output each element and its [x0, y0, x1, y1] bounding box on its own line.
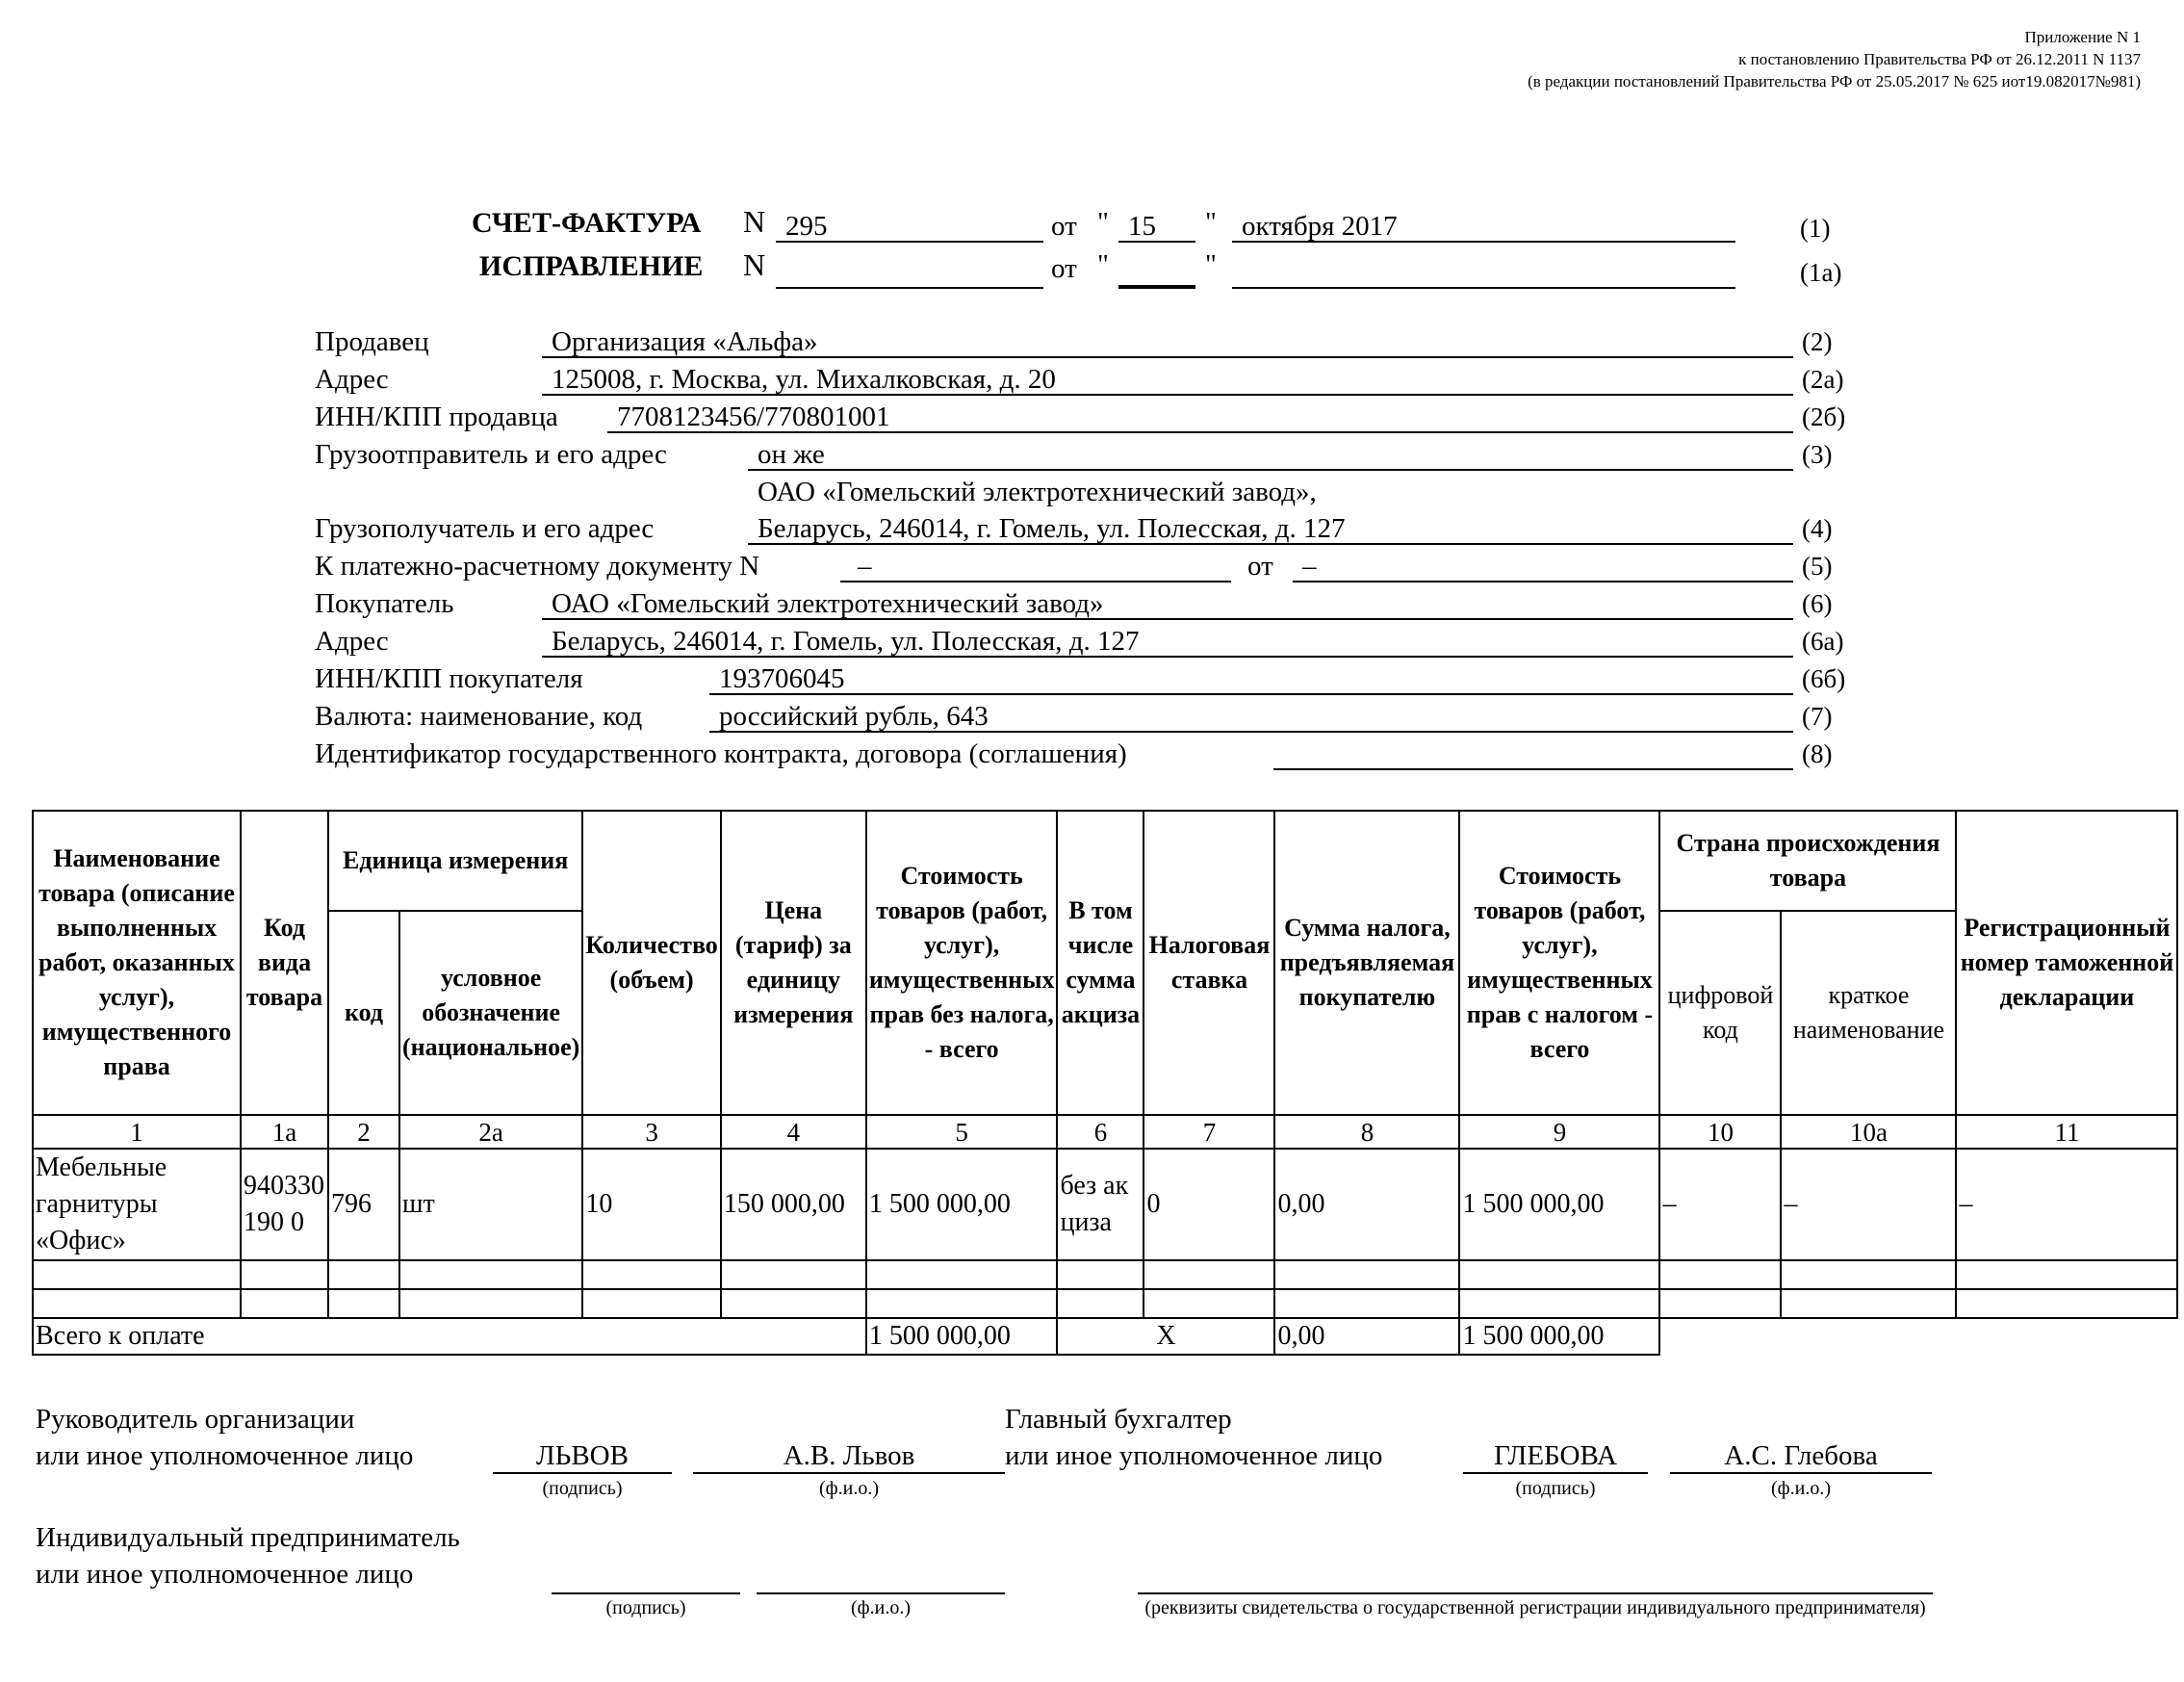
accountant-signature-field[interactable]: ГЛЕБОВА	[1463, 1439, 1648, 1474]
entrepreneur-label-line-2: или иное уполномоченное лицо	[36, 1559, 414, 1590]
correction-from-label: от	[1051, 253, 1077, 284]
invoice-day-field[interactable]: 15	[1118, 210, 1195, 243]
cell-tax-rate[interactable]: 0	[1143, 1149, 1274, 1260]
contract-id-ref: (8)	[1802, 739, 1833, 768]
invoice-month-year-field[interactable]: октября 2017	[1232, 210, 1735, 243]
empty-cell[interactable]	[328, 1289, 399, 1318]
seller-address-ref: (2а)	[1802, 365, 1844, 394]
invoice-quote-open: "	[1097, 207, 1109, 238]
head-label-line-1: Руководитель организации	[36, 1404, 355, 1435]
col-num: 9	[1459, 1115, 1659, 1149]
contract-id-value[interactable]	[1273, 737, 1793, 770]
payment-doc-from-label: от	[1247, 551, 1273, 582]
header-col-7: Налоговая ставка	[1143, 811, 1274, 1115]
empty-cell[interactable]	[1274, 1260, 1459, 1289]
buyer-label: Покупатель	[315, 588, 454, 619]
cell-type-code[interactable]: 940330 190 0	[241, 1149, 328, 1260]
invoice-table	[32, 810, 2178, 1356]
col-num: 1	[33, 1115, 241, 1149]
shipper-label: Грузоотправитель и его адрес	[315, 439, 667, 470]
correction-month-year-field[interactable]	[1232, 256, 1735, 289]
buyer-address-label: Адрес	[315, 626, 389, 657]
header-col-3: Количество (объем)	[582, 811, 720, 1115]
buyer-inn-ref: (6б)	[1802, 664, 1846, 693]
invoice-n-symbol: N	[743, 204, 766, 239]
col-num: 2	[328, 1115, 399, 1149]
entrepreneur-label-line-1: Индивидуальный предприниматель	[36, 1522, 460, 1553]
cell-country-name[interactable]: –	[1781, 1149, 1956, 1260]
seller-value[interactable]: Организация «Альфа»	[542, 325, 1793, 358]
payment-doc-ref: (5)	[1802, 552, 1833, 581]
empty-cell[interactable]	[1274, 1289, 1459, 1318]
empty-cell[interactable]	[1143, 1260, 1274, 1289]
seller-inn-ref: (2б)	[1802, 402, 1846, 431]
header-col-2: код	[328, 911, 399, 1115]
cell-unit-name[interactable]: шт	[399, 1149, 582, 1260]
cell-cost-without-tax[interactable]: 1 500 000,00	[866, 1149, 1058, 1260]
cell-price[interactable]: 150 000,00	[721, 1149, 866, 1260]
correction-n-symbol: N	[743, 247, 766, 282]
currency-ref: (7)	[1802, 702, 1833, 731]
invoice-title: СЧЕТ-ФАКТУРА	[472, 207, 702, 239]
total-cost-without-tax[interactable]: 1 500 000,00	[866, 1318, 1058, 1355]
accountant-name-caption: (ф.и.о.)	[1771, 1478, 1831, 1499]
empty-cell[interactable]	[866, 1260, 1058, 1289]
header-col-10a: краткое наименование	[1781, 911, 1956, 1115]
header-col-6: В том числе сумма акциза	[1057, 811, 1143, 1115]
correction-quote-open: "	[1097, 249, 1109, 280]
header-col-11: Регистрационный номер таможенной декларации	[1956, 811, 2177, 1115]
empty-cell[interactable]	[1659, 1289, 1781, 1318]
empty-cell[interactable]	[328, 1260, 399, 1289]
total-cost-with-tax[interactable]: 1 500 000,00	[1459, 1318, 1659, 1355]
empty-cell[interactable]	[1459, 1260, 1659, 1289]
head-signature-caption: (подпись)	[542, 1478, 623, 1499]
header-col-2a: условное обозначение (национальное)	[399, 911, 582, 1115]
entrepreneur-signature-caption: (подпись)	[605, 1597, 686, 1618]
col-num: 3	[582, 1115, 720, 1149]
empty-cell[interactable]	[1459, 1289, 1659, 1318]
empty-cell[interactable]	[241, 1260, 328, 1289]
header-col-10: цифровой код	[1659, 911, 1781, 1115]
accountant-label-line-2: или иное уполномоченное лицо	[1005, 1440, 1383, 1471]
payment-doc-number[interactable]: –	[840, 550, 1231, 582]
cell-customs-decl[interactable]: –	[1956, 1149, 2177, 1260]
head-name-caption: (ф.и.о.)	[819, 1478, 879, 1499]
correction-number-field[interactable]	[776, 256, 1043, 289]
table-row-empty	[33, 1260, 2177, 1289]
entrepreneur-name-field[interactable]	[757, 1560, 1005, 1594]
correction-title: ИСПРАВЛЕНИЕ	[479, 250, 704, 282]
col-num: 11	[1956, 1115, 2177, 1149]
accountant-label-line-1: Главный бухгалтер	[1005, 1404, 1232, 1435]
buyer-address-value[interactable]: Беларусь, 246014, г. Гомель, ул. Полесская, д. 127	[542, 625, 1793, 658]
payment-doc-date[interactable]: –	[1293, 550, 1793, 582]
header-col-8: Сумма налога, предъявляемая покупателю	[1274, 811, 1459, 1115]
consignee-label: Грузополучатель и его адрес	[315, 513, 655, 544]
cell-excise[interactable]: без акциза	[1057, 1149, 1143, 1260]
table-row	[33, 1149, 2177, 1260]
empty-cell[interactable]	[1057, 1260, 1143, 1289]
cell-name[interactable]: Мебельные гарнитуры «Офис»	[33, 1149, 241, 1260]
buyer-address-ref: (6а)	[1802, 627, 1844, 656]
annex-line-3: (в редакции постановлений Правительства РФ от 25.05.2017 № 625 иот19.082017№981)	[1528, 72, 2141, 91]
buyer-ref: (6)	[1802, 589, 1833, 618]
seller-ref: (2)	[1802, 327, 1833, 356]
invoice-from-label: от	[1051, 211, 1077, 242]
header-col-4: Цена (тариф) за единицу измерения	[721, 811, 866, 1115]
buyer-inn-value[interactable]: 193706045	[709, 662, 1793, 695]
col-num: 6	[1057, 1115, 1143, 1149]
empty-cell[interactable]	[33, 1260, 241, 1289]
total-tax-amount[interactable]: 0,00	[1274, 1318, 1459, 1355]
column-number-row	[33, 1115, 2177, 1149]
empty-cell[interactable]	[1956, 1260, 2177, 1289]
invoice-quote-close: "	[1205, 207, 1217, 238]
currency-label: Валюта: наименование, код	[315, 701, 643, 732]
empty-cell[interactable]	[399, 1260, 582, 1289]
col-num: 10	[1659, 1115, 1781, 1149]
accountant-signature-caption: (подпись)	[1515, 1478, 1596, 1499]
invoice-number-field[interactable]: 295	[776, 210, 1043, 243]
cell-quantity[interactable]: 10	[582, 1149, 720, 1260]
head-name-field[interactable]: А.В. Львов	[693, 1439, 1005, 1474]
col-num: 7	[1143, 1115, 1274, 1149]
header-col-5: Стоимость товаров (работ, услуг), имущественных прав без налога, - всего	[866, 811, 1058, 1115]
empty-cell[interactable]	[241, 1289, 328, 1318]
total-label: Всего к оплате	[33, 1318, 866, 1355]
seller-address-label: Адрес	[315, 364, 389, 395]
header-col-9: Стоимость товаров (работ, услуг), имущественных прав с налогом - всего	[1459, 811, 1659, 1115]
empty-cell[interactable]	[1659, 1260, 1781, 1289]
col-num: 5	[866, 1115, 1058, 1149]
total-row	[33, 1318, 2177, 1355]
payment-doc-label: К платежно-расчетному документу N	[315, 551, 760, 582]
invoice-line-ref: (1)	[1800, 214, 1831, 243]
head-label-line-2: или иное уполномоченное лицо	[36, 1440, 414, 1471]
total-blank	[1659, 1318, 2177, 1355]
consignee-ref: (4)	[1802, 514, 1833, 543]
col-num: 4	[721, 1115, 866, 1149]
empty-cell[interactable]	[582, 1260, 720, 1289]
header-col-1: Наименование товара (описание выполненных работ, оказанных услуг), имущественного права	[33, 811, 241, 1115]
shipper-value[interactable]: он же	[748, 438, 1793, 471]
entrepreneur-signature-field[interactable]	[552, 1560, 740, 1594]
col-num: 2а	[399, 1115, 582, 1149]
empty-cell[interactable]	[721, 1260, 866, 1289]
contract-id-label: Идентификатор государственного контракта, договора (соглашения)	[315, 738, 1127, 769]
seller-address-value[interactable]: 125008, г. Москва, ул. Михалковская, д. 20	[542, 363, 1793, 396]
accountant-name-field[interactable]: А.С. Глебова	[1670, 1439, 1932, 1474]
col-num: 1а	[241, 1115, 328, 1149]
buyer-inn-label: ИНН/КПП покупателя	[315, 663, 583, 694]
empty-cell[interactable]	[1781, 1289, 1956, 1318]
total-x-mark: X	[1057, 1318, 1274, 1355]
header-country-group: Страна происхождения товара	[1659, 811, 1956, 911]
cell-unit-code[interactable]: 796	[328, 1149, 399, 1260]
seller-label: Продавец	[315, 326, 429, 357]
correction-line-ref: (1а)	[1800, 258, 1842, 287]
correction-quote-close: "	[1205, 249, 1217, 280]
annex-line-2: к постановлению Правительства РФ от 26.12.2011 N 1137	[1738, 50, 2141, 68]
header-unit-group: Единица измерения	[328, 811, 582, 911]
annex-header	[1528, 26, 2141, 92]
col-num: 8	[1274, 1115, 1459, 1149]
header-col-1a: Код вида товара	[241, 811, 328, 1115]
entrepreneur-name-caption: (ф.и.о.)	[851, 1597, 911, 1618]
entrepreneur-registration-field[interactable]	[1138, 1560, 1933, 1594]
empty-cell[interactable]	[33, 1289, 241, 1318]
correction-day-field[interactable]	[1118, 256, 1195, 289]
entrepreneur-registration-caption: (реквизиты свидетельства о государственной регистрации индивидуального предпринимателя)	[1144, 1597, 1926, 1618]
empty-cell[interactable]	[1057, 1289, 1143, 1318]
empty-cell[interactable]	[1143, 1289, 1274, 1318]
empty-cell[interactable]	[721, 1289, 866, 1318]
consignee-value-line-1: ОАО «Гомельский электротехнический завод»,	[758, 477, 1317, 507]
annex-line-1: Приложение N 1	[2024, 28, 2141, 46]
head-signature-field[interactable]: ЛЬВОВ	[493, 1439, 672, 1474]
cell-tax-amount[interactable]: 0,00	[1274, 1149, 1459, 1260]
cell-cost-with-tax[interactable]: 1 500 000,00	[1459, 1149, 1659, 1260]
col-num: 10а	[1781, 1115, 1956, 1149]
empty-cell[interactable]	[1781, 1260, 1956, 1289]
currency-value[interactable]: российский рубль, 643	[709, 700, 1793, 733]
table-header-row-1	[33, 811, 2177, 911]
seller-inn-value[interactable]: 7708123456/770801001	[607, 401, 1793, 433]
empty-cell[interactable]	[1956, 1289, 2177, 1318]
table-row-empty	[33, 1289, 2177, 1318]
buyer-value[interactable]: ОАО «Гомельский электротехнический завод»	[542, 587, 1793, 620]
empty-cell[interactable]	[866, 1289, 1058, 1318]
seller-inn-label: ИНН/КПП продавца	[315, 401, 558, 432]
shipper-ref: (3)	[1802, 440, 1833, 469]
empty-cell[interactable]	[582, 1289, 720, 1318]
cell-country-code[interactable]: –	[1659, 1149, 1781, 1260]
empty-cell[interactable]	[399, 1289, 582, 1318]
consignee-value-line-2[interactable]: Беларусь, 246014, г. Гомель, ул. Полесская, д. 127	[748, 512, 1793, 545]
